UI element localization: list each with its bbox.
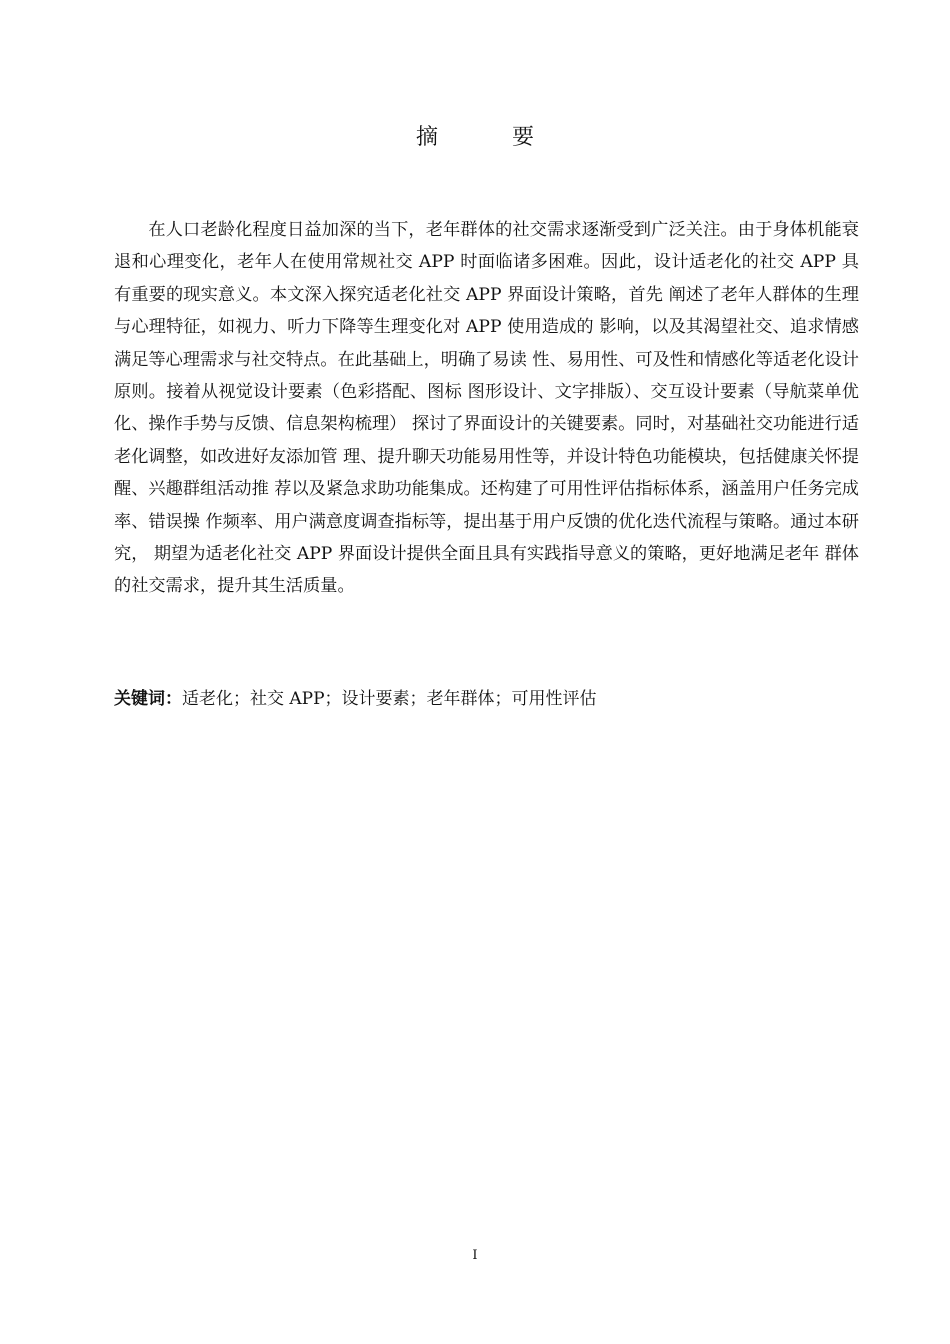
abstract-heading: 摘 要 (415, 125, 560, 150)
keywords-label: 关键词： (114, 689, 182, 709)
keywords-text: 适老化；社交 APP；设计要素；老年群体；可用性评估 (182, 689, 597, 709)
abstract-body: 在人口老龄化程度日益加深的当下，老年群体的社交需求逐渐受到广泛关注。由于身体机能衰退和心理变化，老年人在使用常规社交 APP 时面临诸多困难。因此，设计适老化的社交 APP 具有重要的现实意义。本文深入探究适老化社交 APP 界面设计策略，首先 阐述了老年人群体的生理与心理特征，如视力、听力下降等生理变化对 APP 使用造成的 影响，以及其渴望社交、追求情感满足等心理需求与社交特点。在此基础上，明确了易读 性、易用性、可及性和情感化等适老化设计原则。接着从视觉设计要素（色彩搭配、图标 图形设计、文字排版）、交互设计要素（导航菜单优化、操作手势与反馈、信息架构梳理） 探讨了界面设计的关键要素。同时，对基础社交功能进行适老化调整，如改进好友添加管 理、提升聊天功能易用性等，并设计特色功能模块，包括健康关怀提醒、兴趣群组活动推 荐以及紧急求助功能集成。还构建了可用性评估指标体系，涵盖用户任务完成率、错误操 作频率、用户满意度调查指标等，提出基于用户反馈的优化迭代流程与策略。通过本研究， 期望为适老化社交 APP 界面设计提供全面且具有实践指导意义的策略，更好地满足老年 群体的社交需求，提升其生活质量。 (114, 220, 859, 597)
keywords-line (114, 683, 859, 715)
page-number: I (472, 1248, 478, 1263)
